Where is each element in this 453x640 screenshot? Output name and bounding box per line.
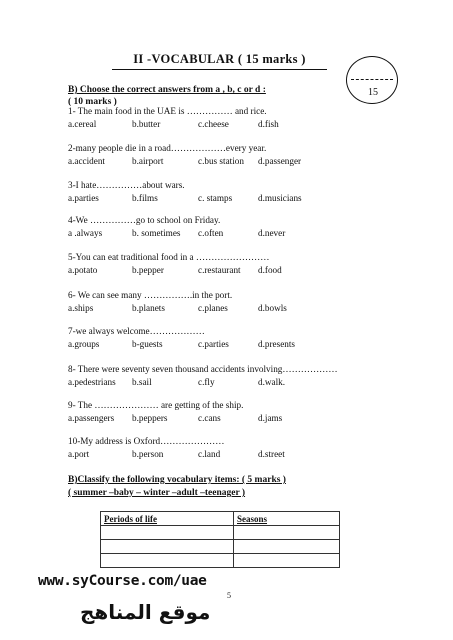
option-b[interactable]: b.butter — [132, 119, 161, 129]
header-seasons: Seasons — [234, 512, 340, 526]
question-4-text: 4-We ……………go to school on Friday. — [68, 215, 221, 225]
option-a[interactable]: a.ships — [68, 303, 94, 313]
question-3-text: 3-I hate……………about wars. — [68, 180, 185, 190]
footer-site-url: www.syCourse.com/uae — [38, 573, 207, 589]
option-c[interactable]: c.fly — [198, 377, 215, 387]
option-b[interactable]: b.pepper — [132, 265, 164, 275]
classify-table — [100, 511, 340, 568]
option-c[interactable]: c.often — [198, 228, 224, 238]
question-1-text: 1- The main food in the UAE is …………… and rice. — [68, 106, 267, 116]
page-number: 5 — [227, 591, 231, 600]
option-b[interactable]: b.films — [132, 193, 158, 203]
table-cell[interactable] — [234, 526, 340, 540]
question-5-text: 5-You can eat traditional food in a …………………… — [68, 252, 270, 262]
option-c[interactable]: c.cheese — [198, 119, 229, 129]
option-b[interactable]: b.peppers — [132, 413, 168, 423]
question-9-text: 9- The ………………… are getting of the ship. — [68, 400, 244, 410]
table-row — [101, 554, 340, 568]
option-c[interactable]: c.parties — [198, 339, 229, 349]
option-b[interactable]: b.person — [132, 449, 164, 459]
option-d[interactable]: d.food — [258, 265, 282, 275]
question-1-options — [68, 119, 398, 131]
question-2-text: 2-many people die in a road………………every year. — [68, 143, 267, 153]
option-c[interactable]: c. stamps — [198, 193, 233, 203]
question-10-text: 10-My address is Oxford………………… — [68, 436, 225, 446]
question-10-options — [68, 449, 398, 461]
part-b-marks: ( 10 marks ) — [68, 97, 117, 107]
question-9-options — [68, 413, 398, 425]
table-cell[interactable] — [234, 554, 340, 568]
option-c[interactable]: c.cans — [198, 413, 221, 423]
part-b-instruction: B) Choose the correct answers from a , b, c or d : — [68, 85, 266, 95]
score-value: 15 — [368, 87, 378, 98]
option-a[interactable]: a .always — [68, 228, 103, 238]
part-c-items: ( summer –baby – winter –adult –teenager ) — [68, 488, 246, 498]
question-8-text: 8- There were seventy seven thousand accidents involving……………… — [68, 364, 338, 374]
section-title: II -VOCABULAR ( 15 marks ) — [133, 52, 306, 66]
option-d[interactable]: d.fish — [258, 119, 279, 129]
table-cell[interactable] — [101, 554, 234, 568]
option-b[interactable]: b.planets — [132, 303, 165, 313]
option-b[interactable]: b.sail — [132, 377, 152, 387]
option-d[interactable]: d.never — [258, 228, 286, 238]
title-underline — [112, 69, 327, 70]
option-a[interactable]: a.parties — [68, 193, 99, 203]
option-c[interactable]: c.land — [198, 449, 221, 459]
question-2-options — [68, 156, 398, 168]
header-periods-of-life: Periods of life — [101, 512, 234, 526]
question-8-options — [68, 377, 398, 389]
option-d[interactable]: d.bowls — [258, 303, 287, 313]
question-3-options — [68, 193, 398, 205]
option-c[interactable]: c.planes — [198, 303, 228, 313]
part-c-instruction: B)Classify the following vocabulary items: ( 5 marks ) — [68, 475, 286, 485]
question-5-options — [68, 265, 398, 277]
option-d[interactable]: d.street — [258, 449, 285, 459]
table-cell[interactable] — [101, 526, 234, 540]
option-d[interactable]: d.walk. — [258, 377, 286, 387]
table-cell[interactable] — [101, 540, 234, 554]
question-7-text: 7-we always welcome……………… — [68, 326, 205, 336]
footer-arabic-label: موقع المناهج — [80, 600, 211, 624]
option-a[interactable]: a.passengers — [68, 413, 115, 423]
option-c[interactable]: c.bus station — [198, 156, 244, 166]
option-d[interactable]: d.passenger — [258, 156, 302, 166]
table-cell[interactable] — [234, 540, 340, 554]
option-d[interactable]: d.presents — [258, 339, 295, 349]
option-a[interactable]: a.accident — [68, 156, 105, 166]
option-a[interactable]: a.pedestrians — [68, 377, 116, 387]
option-a[interactable]: a.cereal — [68, 119, 97, 129]
option-a[interactable]: a.port — [68, 449, 90, 459]
question-7-options — [68, 339, 398, 351]
option-a[interactable]: a.potato — [68, 265, 98, 275]
table-row — [101, 540, 340, 554]
table-row — [101, 526, 340, 540]
option-d[interactable]: d.jams — [258, 413, 283, 423]
option-c[interactable]: c.restaurant — [198, 265, 241, 275]
option-b[interactable]: b.airport — [132, 156, 164, 166]
question-4-options — [68, 228, 398, 240]
option-b[interactable]: b-guests — [132, 339, 163, 349]
option-a[interactable]: a.groups — [68, 339, 100, 349]
question-6-options — [68, 303, 398, 315]
question-6-text: 6- We can see many …………….in the port. — [68, 290, 233, 300]
option-d[interactable]: d.musicians — [258, 193, 302, 203]
option-b[interactable]: b. sometimes — [132, 228, 181, 238]
